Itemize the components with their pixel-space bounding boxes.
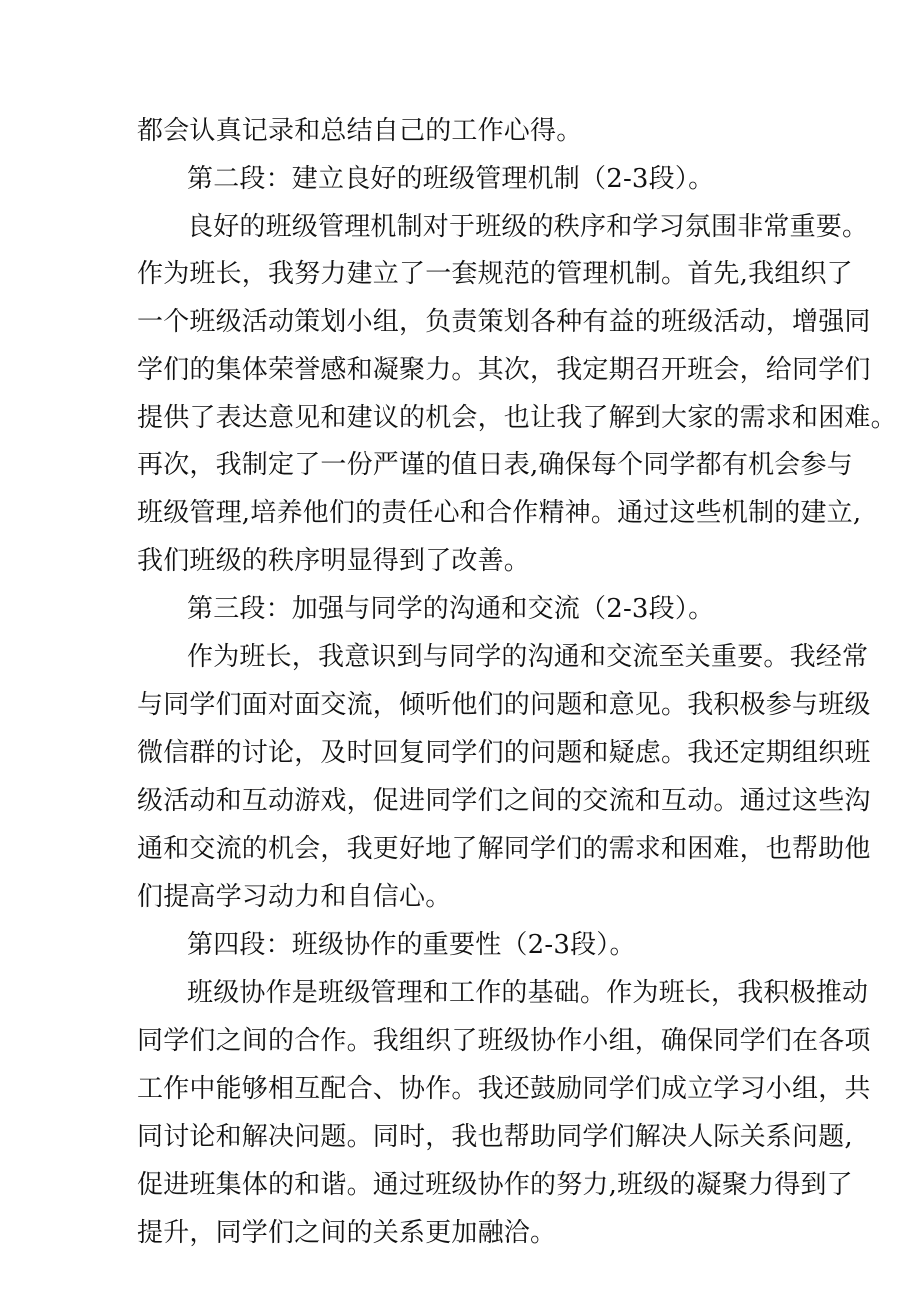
- section-heading-3: 第三段：加强与同学的沟通和交流（2-3段）。: [187, 594, 715, 624]
- paragraph-line: 作为班长，我努力建立了一套规范的管理机制。首先,我组织了: [137, 259, 853, 289]
- paragraph-line: 我们班级的秩序明显得到了改善。: [137, 546, 531, 576]
- paragraph-line: 再次，我制定了一份严谨的值日表,确保每个同学都有机会参与: [137, 450, 853, 480]
- paragraph-line: 通和交流的机会，我更好地了解同学们的需求和困难，也帮助他: [137, 834, 871, 864]
- paragraph-line: 们提高学习动力和自信心。: [137, 882, 452, 912]
- paragraph-line: 同讨论和解决问题。同时，我也帮助同学们解决人际关系问题,: [137, 1122, 853, 1152]
- section-heading-2: 第二段：建立良好的班级管理机制（2-3段）。: [187, 164, 715, 194]
- paragraph-line: 提供了表达意见和建议的机会，也让我了解到大家的需求和困难。: [137, 403, 897, 433]
- paragraph-line: 都会认真记录和总结自己的工作心得。: [137, 116, 583, 146]
- paragraph-line: 与同学们面对面交流，倾听他们的问题和意见。我积极参与班级: [137, 690, 871, 720]
- paragraph-line: 班级协作是班级管理和工作的基础。作为班长，我积极推动: [187, 978, 869, 1008]
- paragraph-line: 工作中能够相互配合、协作。我还鼓励同学们成立学习小组，共: [137, 1074, 871, 1104]
- paragraph-line: 作为班长，我意识到与同学的沟通和交流至关重要。我经常: [187, 642, 869, 672]
- section-heading-4: 第四段：班级协作的重要性（2-3段）。: [187, 930, 636, 960]
- paragraph-line: 微信群的讨论，及时回复同学们的问题和疑虑。我还定期组织班: [137, 738, 871, 768]
- paragraph-line: 良好的班级管理机制对于班级的秩序和学习氛围非常重要。: [187, 212, 869, 242]
- paragraph-line: 班级管理,培养他们的责任心和合作精神。通过这些机制的建立,: [137, 498, 862, 528]
- paragraph-line: 提升，同学们之间的关系更加融洽。: [137, 1218, 557, 1248]
- paragraph-line: 促进班集体的和谐。通过班级协作的努力,班级的凝聚力得到了: [137, 1170, 853, 1200]
- paragraph-line: 级活动和互动游戏，促进同学们之间的交流和互动。通过这些沟: [137, 786, 871, 816]
- paragraph-line: 学们的集体荣誉感和凝聚力。其次，我定期召开班会，给同学们: [137, 355, 871, 385]
- paragraph-line: 一个班级活动策划小组，负责策划各种有益的班级活动，增强同: [137, 307, 871, 337]
- paragraph-line: 同学们之间的合作。我组织了班级协作小组，确保同学们在各项: [137, 1026, 871, 1056]
